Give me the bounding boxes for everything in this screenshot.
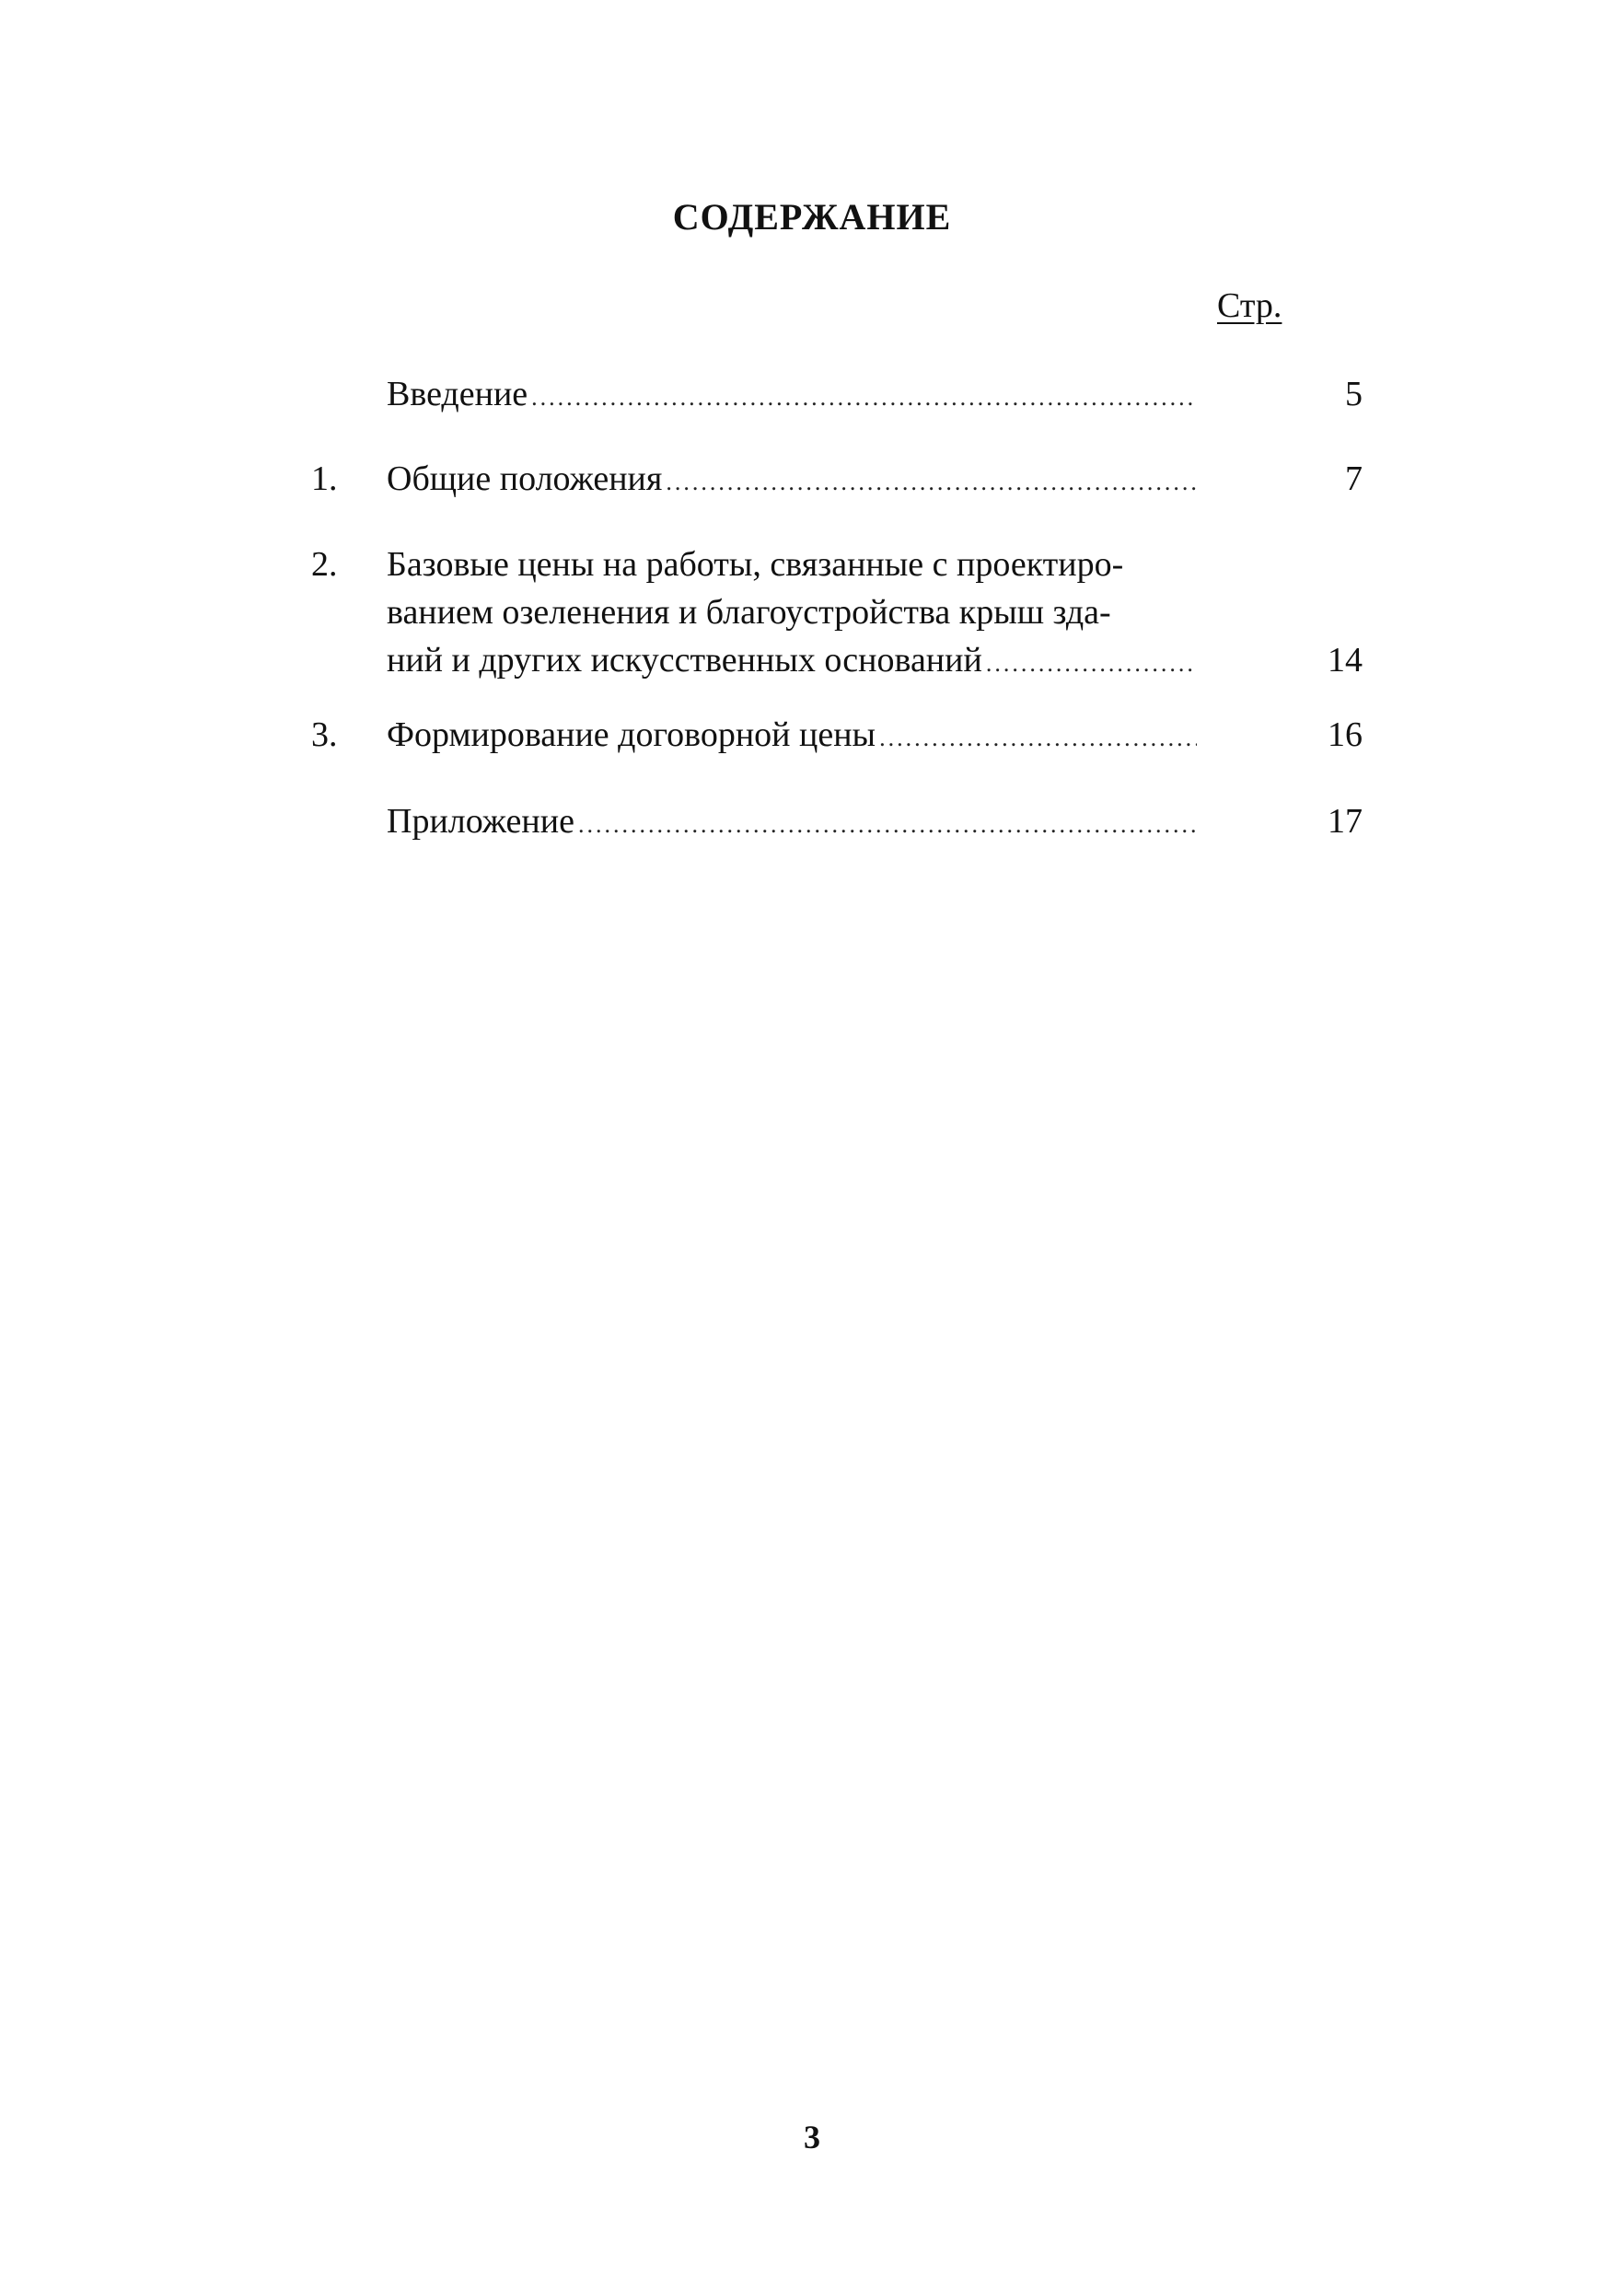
toc-entry-text: [387, 711, 1215, 762]
toc-entry-line: [387, 370, 1197, 422]
toc-entry-page: 16: [1328, 715, 1363, 754]
toc-entry-text: [387, 370, 1215, 422]
toc-entry-line: [387, 455, 1197, 506]
page-column-header: Стр.: [1217, 286, 1282, 325]
toc-entry-number: 3.: [311, 715, 338, 754]
dot-leader: [986, 640, 1197, 688]
toc-entry-line: [387, 797, 1197, 849]
toc-entry-number: 2.: [311, 545, 338, 584]
toc-entry-title-line-3: ний и других искусственных оснований: [387, 641, 982, 680]
toc-entry-title-line-1: Базовые цены на работы, связанные с проектиро-: [387, 545, 1124, 584]
toc-entry-line: [387, 711, 1197, 762]
toc-entry-page: 7: [1345, 459, 1363, 498]
toc-entry-text: [387, 455, 1215, 506]
dot-leader: [666, 459, 1197, 506]
toc-entry-number: 1.: [311, 459, 338, 498]
toc-entry-line: [387, 636, 1197, 688]
toc-entry-title: Формирование договорной цены: [387, 715, 876, 754]
toc-entry-title-line-2: ванием озеленения и благоустройства крыш зда-: [387, 593, 1111, 632]
dot-leader: [531, 374, 1197, 422]
toc-entry-page: 5: [1345, 375, 1363, 413]
toc-entry-title: Введение: [387, 375, 528, 413]
toc-entry-title: Приложение: [387, 802, 574, 841]
page-title: СОДЕРЖАНИЕ: [672, 196, 952, 238]
toc-entry-text: [387, 540, 1215, 688]
toc-entry-title: Общие положения: [387, 459, 663, 498]
page-number: 3: [804, 2119, 820, 2155]
toc-entry-page: 14: [1328, 641, 1363, 680]
toc-entry-text: [387, 797, 1215, 849]
dot-leader: [578, 801, 1197, 849]
dot-leader: [879, 715, 1197, 762]
toc-entry-page: 17: [1328, 802, 1363, 841]
